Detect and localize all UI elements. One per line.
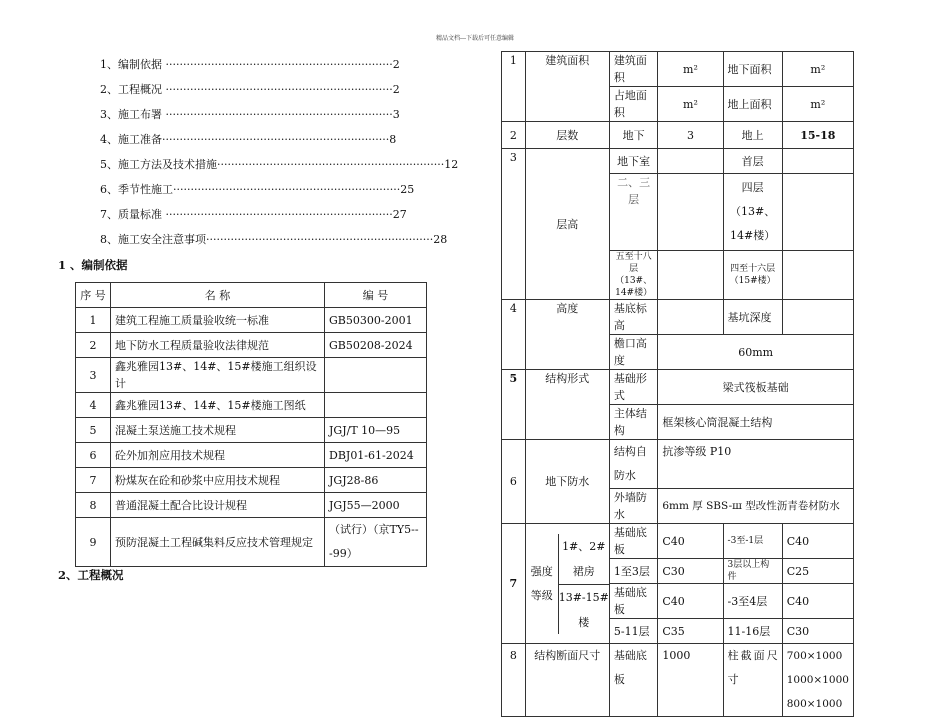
cell: [782, 174, 853, 251]
cell: -3至4层: [723, 584, 782, 619]
toc-item[interactable]: 7、质量标准 ·································································27: [100, 208, 407, 221]
cell: m²: [782, 52, 853, 87]
cell: -3至-1层: [723, 524, 782, 559]
cell: 结构自防水: [609, 440, 657, 489]
cell: 11-16层: [723, 619, 782, 644]
cell: 基坑深度: [723, 300, 782, 335]
cell: C25: [782, 559, 853, 584]
cell: 首层: [723, 149, 782, 174]
cell: 4: [76, 393, 111, 418]
cell: [658, 149, 723, 174]
cell: 结构断面尺寸: [525, 644, 609, 717]
cell: 8: [76, 493, 111, 518]
cell: 地上: [723, 122, 782, 149]
cell: 预防混凝土工程碱集料反应技术管理规定: [111, 518, 325, 567]
section-title-basis: 1 、编制依据: [58, 258, 128, 272]
table-row: [502, 644, 854, 717]
cell: C30: [658, 559, 723, 584]
table-header-row: [76, 283, 427, 308]
cell: 主体结构: [609, 405, 657, 440]
cell: DBJ01-61-2024: [325, 443, 427, 468]
table-row: [76, 308, 427, 333]
cell: 结构形式: [525, 370, 609, 440]
cell: 1至3层: [609, 559, 657, 584]
cell: 层数: [525, 122, 609, 149]
cell: 层高: [525, 149, 609, 300]
cell: 五至十八层（13#、14#楼）: [609, 251, 657, 300]
cell: [782, 300, 853, 335]
dimension-value: 700×1000: [786, 650, 843, 662]
cell: 13#-15#楼: [558, 590, 609, 629]
cell: JGJ55—2000: [325, 493, 427, 518]
cell: 7: [502, 524, 526, 644]
cell: 7: [76, 468, 111, 493]
table-of-contents: [100, 56, 459, 256]
cell: 高度: [525, 300, 609, 370]
cell: 四至十六层（15#楼）: [723, 251, 782, 300]
cell: 3: [76, 358, 111, 393]
cell: 柱截面尺寸: [723, 644, 782, 717]
cell: 二、三层: [609, 174, 657, 251]
cell: C35: [658, 619, 723, 644]
cell: 2: [76, 333, 111, 358]
cell: 粉煤灰在砼和砂浆中应用技术规程: [111, 468, 325, 493]
cell: 外墙防水: [609, 489, 657, 524]
cell: 抗渗等级 P10: [658, 440, 854, 489]
cell: 1000: [658, 644, 723, 717]
toc-item[interactable]: 8、施工安全注意事项·································································28: [100, 233, 448, 246]
cell: C40: [658, 584, 723, 619]
overview-table: [501, 51, 854, 717]
cell: 地下: [609, 122, 657, 149]
cell: 9: [76, 518, 111, 567]
cell: 6: [502, 440, 526, 524]
cell: 3层以上构件: [723, 559, 782, 584]
cell: 砼外加剂应用技术规程: [111, 443, 325, 468]
cell: C40: [782, 524, 853, 559]
cell: 基底标高: [609, 300, 657, 335]
cell: 框架核心筒混凝土结构: [658, 405, 854, 440]
cell: 1: [76, 308, 111, 333]
cell: m²: [782, 87, 853, 122]
table-row: [76, 418, 427, 443]
cell: 地下室: [609, 149, 657, 174]
cell: 4: [502, 300, 526, 370]
cell: m²: [658, 87, 723, 122]
header-cell: 序 号: [76, 283, 111, 308]
toc-item[interactable]: 5、施工方法及技术措施·································································12: [100, 158, 459, 171]
dimension-value: 800×1000: [786, 698, 843, 710]
cell: 5: [502, 370, 526, 440]
table-row: [76, 468, 427, 493]
section-title-overview: 2、工程概况: [58, 568, 124, 582]
cell: [658, 251, 723, 300]
basis-table: [75, 282, 427, 567]
cell: （试行）（京TY5---99）: [325, 518, 427, 567]
table-row: [76, 518, 427, 567]
cell: 四层（13#、14#楼）: [723, 174, 782, 251]
table-row: [76, 443, 427, 468]
cell: 鑫兆雅园13#、14#、15#楼施工图纸: [111, 393, 325, 418]
table-row: [76, 333, 427, 358]
cell: 地下面积: [723, 52, 782, 87]
cell: 地上面积: [723, 87, 782, 122]
table-row: [502, 440, 854, 489]
cell: 占地面积: [609, 87, 657, 122]
cell: C40: [658, 524, 723, 559]
toc-item[interactable]: 4、施工准备·································································8: [100, 133, 397, 146]
cell: 6: [76, 443, 111, 468]
cell: C40: [782, 584, 853, 619]
header-cell: 编 号: [325, 283, 427, 308]
cell: C30: [782, 619, 853, 644]
table-row: [76, 358, 427, 393]
cell: GB50300-2001: [325, 308, 427, 333]
cell: 基础底板: [609, 584, 657, 619]
cell: 地下防水: [525, 440, 609, 524]
cell: 3: [658, 122, 723, 149]
cell: 基础底板: [609, 524, 657, 559]
cell: 鑫兆雅园13#、14#、15#楼施工组织设计: [111, 358, 325, 393]
cell: 建筑面积: [525, 52, 609, 122]
table-row: [502, 300, 854, 335]
toc-item[interactable]: 2、工程概况 ·································································2: [100, 83, 400, 96]
cell: [782, 644, 853, 717]
cell: [325, 358, 427, 393]
toc-item[interactable]: 3、施工布署 ·································································3: [100, 108, 400, 121]
cell: 混凝土泵送施工技术规程: [111, 418, 325, 443]
cell: 3: [502, 149, 526, 300]
cell: 普通混凝土配合比设计规程: [111, 493, 325, 518]
table-row: [502, 149, 854, 174]
cell: [658, 174, 723, 251]
cell: 60mm: [658, 335, 854, 370]
cell: GB50208-2024: [325, 333, 427, 358]
cell: m²: [658, 52, 723, 87]
toc-item[interactable]: 1、编制依据 ·································································2: [100, 58, 400, 71]
cell: 建筑工程施工质量验收统一标准: [111, 308, 325, 333]
header-cell: 名 称: [111, 283, 325, 308]
table-row: [76, 393, 427, 418]
cell: [325, 393, 427, 418]
cell: [658, 300, 723, 335]
table-row: [502, 370, 854, 405]
cell: 6mm 厚 SBS-ш 型改性沥青卷材防水: [658, 489, 854, 524]
table-row: [76, 493, 427, 518]
cell: 地下防水工程质量验收法律规范: [111, 333, 325, 358]
cell: 8: [502, 644, 526, 717]
cell: 基础底板: [609, 644, 657, 717]
cell: 强度等级: [526, 534, 559, 634]
cell: [782, 149, 853, 174]
table-row: [502, 52, 854, 87]
cell: 建筑面积: [609, 52, 657, 87]
cell: 梁式筏板基础: [658, 370, 854, 405]
cell: 2: [502, 122, 526, 149]
cell: 5: [76, 418, 111, 443]
cell: 1#、2#裙房: [559, 534, 609, 585]
cell: JGJ28-86: [325, 468, 427, 493]
cell: [525, 524, 609, 644]
cell: [782, 251, 853, 300]
cell: 5-11层: [609, 619, 657, 644]
page-header: 精品文档---下载后可任意编辑: [435, 35, 515, 42]
table-row: [502, 524, 854, 559]
cell: 1: [502, 52, 526, 122]
table-row: [502, 122, 854, 149]
dimension-value: 1000×1000: [786, 674, 849, 686]
cell: 基础形式: [609, 370, 657, 405]
cell: 檐口高度: [609, 335, 657, 370]
toc-item[interactable]: 6、季节性施工·································································25: [100, 183, 415, 196]
cell: 15-18: [782, 122, 853, 149]
cell: JGJ/T 10—95: [325, 418, 427, 443]
